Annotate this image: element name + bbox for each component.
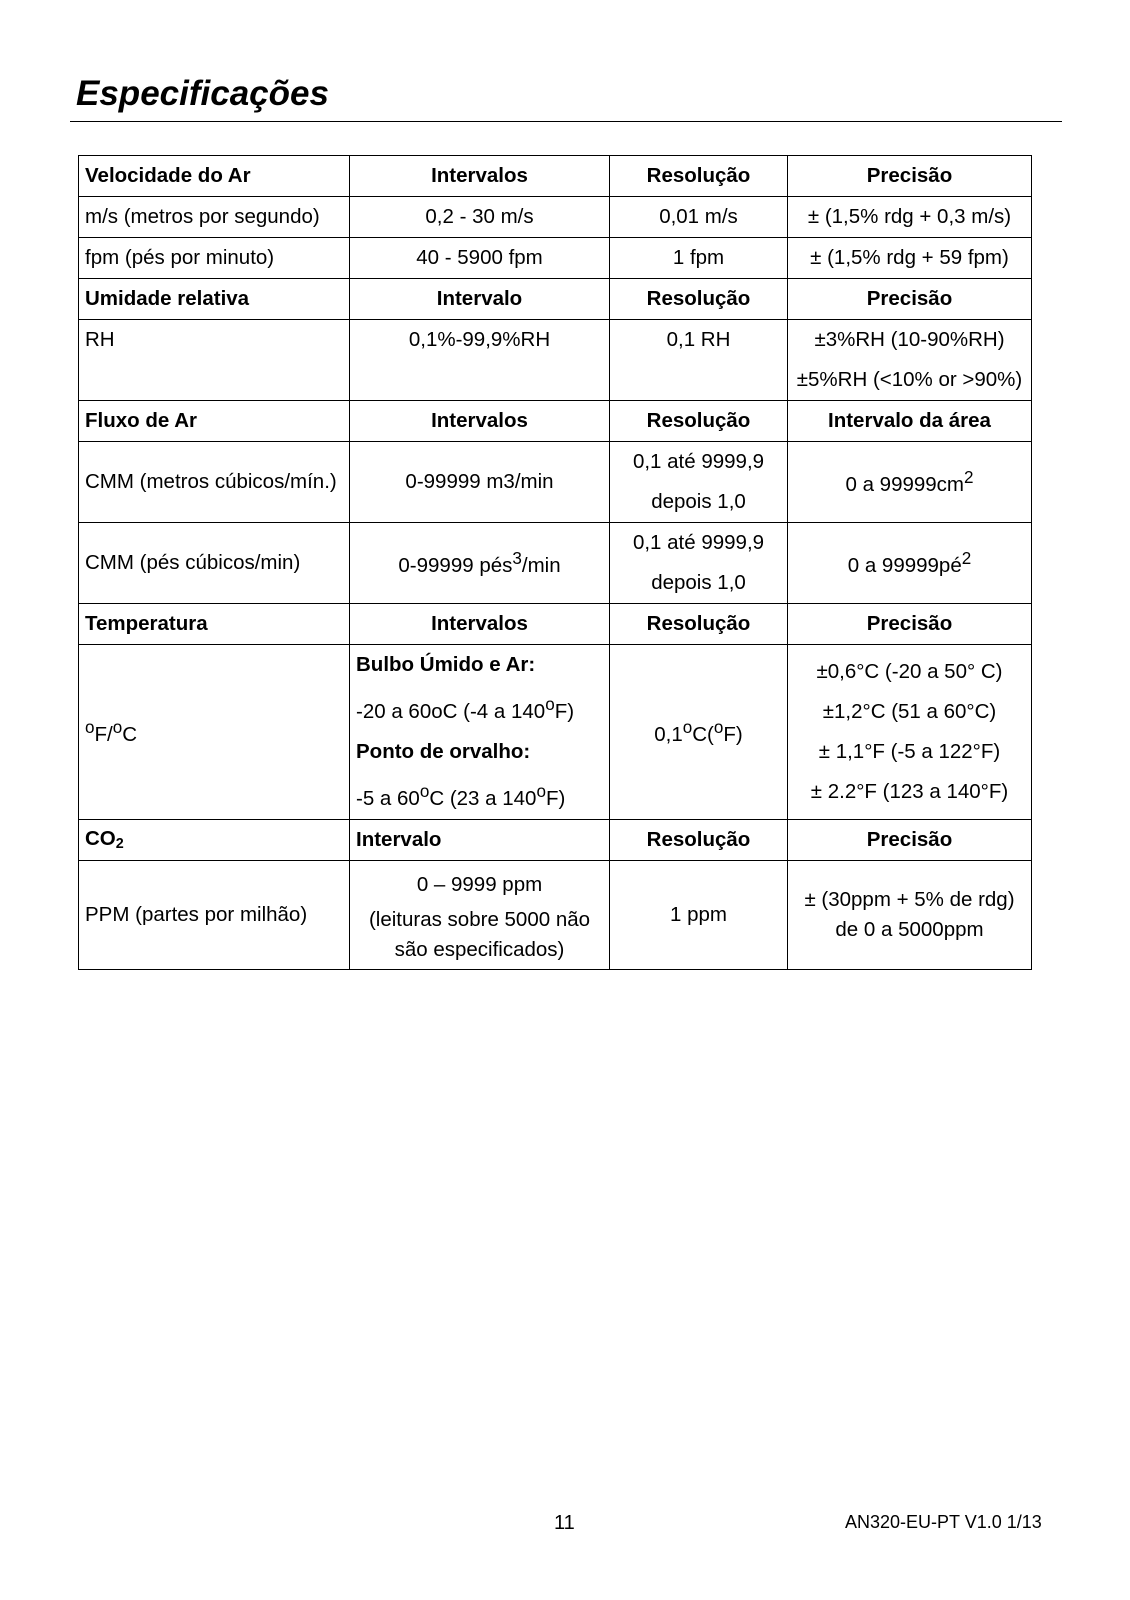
area-text: 0 a 99999cm bbox=[845, 472, 965, 496]
range-text: 0,1%-99,9%RH bbox=[408, 328, 551, 351]
specifications-table bbox=[78, 155, 1032, 970]
degree-symbol: o bbox=[713, 717, 724, 737]
header-cell: Intervalo bbox=[350, 819, 610, 860]
range-label: Bulbo Úmido e Ar: bbox=[356, 653, 536, 676]
header-cell: Intervalo da área bbox=[788, 401, 1032, 442]
table-row bbox=[79, 320, 1032, 401]
degree-symbol: o bbox=[85, 717, 95, 737]
range-text: C (23 a 140 bbox=[429, 786, 537, 810]
resolution-line: depois 1,0 bbox=[651, 571, 746, 594]
range-text: F) bbox=[554, 699, 575, 723]
accuracy-line: ± 1,1°F (-5 a 122°F) bbox=[818, 739, 1001, 763]
title-underline bbox=[70, 121, 1062, 122]
unit-cell bbox=[79, 320, 350, 401]
table-row bbox=[79, 523, 1032, 604]
header-cell: Resolução bbox=[610, 156, 788, 197]
header-cell: Velocidade do Ar bbox=[79, 156, 350, 197]
range-line bbox=[356, 772, 603, 819]
header-cell: Intervalos bbox=[350, 401, 610, 442]
degree-symbol: o bbox=[112, 717, 123, 737]
accuracy-line: ±0,6°C (-20 a 50° C) bbox=[816, 659, 1003, 683]
page-title: Especificações bbox=[76, 74, 329, 113]
accuracy-line: ±5%RH (<10% or >90%) bbox=[796, 368, 1023, 391]
header-cell: Precisão bbox=[788, 604, 1032, 645]
unit-cell: m/s (metros por segundo) bbox=[79, 197, 350, 238]
temperature-header-row bbox=[79, 604, 1032, 645]
range-cell bbox=[350, 523, 610, 604]
header-cell: Resolução bbox=[610, 604, 788, 645]
resolution-cell: 0,01 m/s bbox=[610, 197, 788, 238]
table-row bbox=[79, 442, 1032, 523]
range-text: -5 a 60 bbox=[356, 786, 420, 810]
range-text: /min bbox=[521, 553, 561, 577]
accuracy-cell bbox=[788, 320, 1032, 401]
range-cell bbox=[350, 645, 610, 820]
header-cell: Resolução bbox=[610, 401, 788, 442]
header-cell: Resolução bbox=[610, 819, 788, 860]
range-text: F) bbox=[545, 786, 566, 810]
co2-label: CO bbox=[85, 826, 116, 850]
header-cell bbox=[79, 819, 350, 860]
page-number: 11 bbox=[554, 1512, 575, 1534]
accuracy-cell: ± (1,5% rdg + 59 fpm) bbox=[788, 238, 1032, 279]
table-row bbox=[79, 860, 1032, 969]
accuracy-line: ±3%RH (10-90%RH) bbox=[814, 328, 1005, 351]
resolution-text: F) bbox=[723, 722, 743, 746]
resolution-text: C( bbox=[692, 722, 714, 746]
range-cell bbox=[350, 320, 610, 401]
header-cell: Intervalo bbox=[350, 279, 610, 320]
unit-cell: PPM (partes por milhão) bbox=[79, 860, 350, 969]
range-note: (leituras sobre 5000 não são especificados) bbox=[368, 907, 591, 961]
resolution-cell: 1 fpm bbox=[610, 238, 788, 279]
degree-symbol: o bbox=[419, 781, 430, 801]
table-row bbox=[79, 197, 1032, 238]
unit-text: RH bbox=[85, 328, 115, 351]
unit-cell bbox=[79, 645, 350, 820]
range-cell: 0,2 - 30 m/s bbox=[350, 197, 610, 238]
header-cell: Resolução bbox=[610, 279, 788, 320]
unit-cell: fpm (pés por minuto) bbox=[79, 238, 350, 279]
header-cell: Precisão bbox=[788, 279, 1032, 320]
unit-cell: CMM (pés cúbicos/min) bbox=[79, 523, 350, 604]
area-text: 0 a 99999pé bbox=[847, 553, 962, 577]
range-line bbox=[356, 685, 603, 732]
header-cell: Intervalos bbox=[350, 604, 610, 645]
resolution-text: 0,1 bbox=[654, 722, 683, 746]
superscript: 2 bbox=[964, 467, 974, 487]
header-cell: Precisão bbox=[788, 156, 1032, 197]
humidity-header-row bbox=[79, 279, 1032, 320]
resolution-cell bbox=[610, 523, 788, 604]
header-cell: Intervalos bbox=[350, 156, 610, 197]
accuracy-line: ± 2.2°F (123 a 140°F) bbox=[810, 779, 1009, 803]
airflow-header-row bbox=[79, 401, 1032, 442]
resolution-cell bbox=[610, 645, 788, 820]
accuracy-text: ± (30ppm + 5% de rdg) de 0 a 5000ppm bbox=[804, 887, 1015, 941]
degree-symbol: o bbox=[536, 781, 546, 801]
range-text: -20 a 60oC (-4 a 140 bbox=[356, 699, 546, 723]
degree-symbol: o bbox=[682, 717, 693, 737]
superscript: 3 bbox=[512, 548, 522, 568]
header-cell: Temperatura bbox=[79, 604, 350, 645]
air-velocity-header-row bbox=[79, 156, 1032, 197]
header-cell: Umidade relativa bbox=[79, 279, 350, 320]
accuracy-cell: ± (1,5% rdg + 0,3 m/s) bbox=[788, 197, 1032, 238]
resolution-cell bbox=[610, 442, 788, 523]
resolution-cell bbox=[610, 320, 788, 401]
range-cell bbox=[350, 860, 610, 969]
unit-text: C bbox=[122, 722, 138, 746]
resolution-cell: 1 ppm bbox=[610, 860, 788, 969]
accuracy-cell bbox=[788, 645, 1032, 820]
header-cell: Fluxo de Ar bbox=[79, 401, 350, 442]
accuracy-line: ±1,2°C (51 a 60°C) bbox=[822, 699, 997, 723]
header-cell: Precisão bbox=[788, 819, 1032, 860]
resolution-text: 0,1 RH bbox=[666, 328, 731, 351]
degree-symbol: o bbox=[545, 695, 555, 714]
range-cell: 40 - 5900 fpm bbox=[350, 238, 610, 279]
range-text: 0-99999 pés bbox=[398, 553, 513, 577]
area-cell bbox=[788, 523, 1032, 604]
resolution-line: depois 1,0 bbox=[651, 490, 746, 513]
area-cell bbox=[788, 442, 1032, 523]
unit-text: F/ bbox=[94, 722, 113, 746]
unit-cell: CMM (metros cúbicos/mín.) bbox=[79, 442, 350, 523]
resolution-line: 0,1 até 9999,9 bbox=[632, 450, 765, 473]
accuracy-cell bbox=[788, 860, 1032, 969]
resolution-line: 0,1 até 9999,9 bbox=[632, 531, 765, 554]
co2-header-row bbox=[79, 819, 1032, 860]
subscript: 2 bbox=[115, 835, 124, 852]
range-cell: 0-99999 m3/min bbox=[350, 442, 610, 523]
superscript: 2 bbox=[961, 548, 972, 568]
range-line: 0 – 9999 ppm bbox=[416, 872, 543, 896]
table-row bbox=[79, 645, 1032, 820]
table-row bbox=[79, 238, 1032, 279]
document-id: AN320-EU-PT V1.0 1/13 bbox=[845, 1512, 1042, 1532]
range-label: Ponto de orvalho: bbox=[356, 739, 531, 763]
